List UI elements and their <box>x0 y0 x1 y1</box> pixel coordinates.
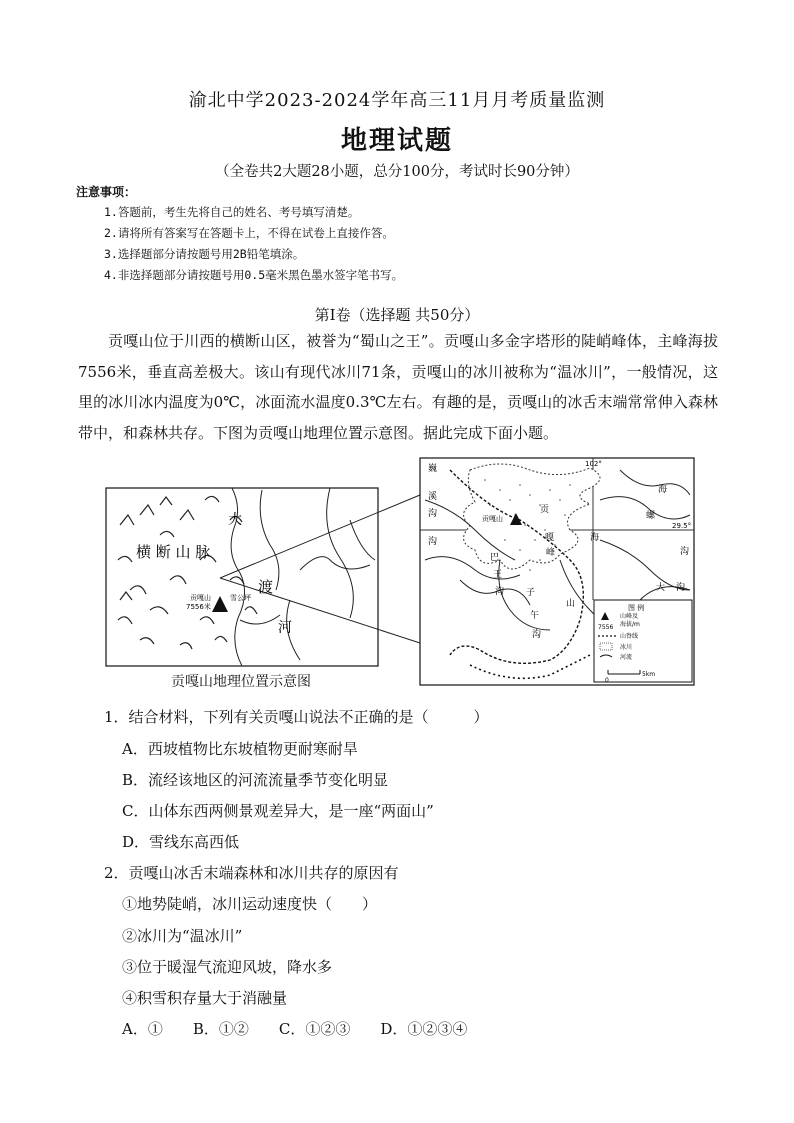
label-peak-name: 贡嘎山 <box>190 594 211 602</box>
question-1-option-a: A．西坡植物比东坡植物更耐寒耐旱 <box>122 740 358 758</box>
legend-river: 河流 <box>620 654 633 661</box>
legend-scale-zero: 0 <box>605 677 609 684</box>
left-map <box>106 488 378 666</box>
question-2-statement: ①地势陡峭，冰川运动速度快（ ） <box>122 895 378 913</box>
right-map <box>420 458 694 685</box>
river-label: 海 <box>590 533 600 543</box>
label-wang: 王 <box>493 570 503 580</box>
label-da-right: 大 <box>656 583 666 593</box>
label-shan: 山 <box>566 599 576 609</box>
school-title: 渝北中学2023-2024学年高三11月月考质量监测 <box>188 90 606 111</box>
figure-caption: 贡嘎山地理位置示意图 <box>171 674 311 690</box>
map-legend <box>594 600 692 684</box>
question-2-statement: ③位于暖湿气流迎风坡，降水多 <box>122 958 333 976</box>
legend-scale-km: 5km <box>642 671 656 678</box>
note-item: 4.非选择题部分请按题号用0.5毫米黑色墨水签字笔书写。 <box>104 268 404 282</box>
label-peak-name-right: 贡嘎山 <box>482 515 503 523</box>
label-lon: 102° <box>585 460 602 468</box>
note-item: 3.选择题部分请按题号用2B铅笔填涂。 <box>104 247 305 261</box>
question-1-option-b: B．流经该地区的河流流量季节变化明显 <box>122 771 389 789</box>
river-label: 巍 <box>428 464 438 474</box>
label-peak-elev: 7556米 <box>186 603 211 611</box>
label-zi: 子 <box>526 588 536 598</box>
label-small-place: 雪公坪 <box>230 594 251 602</box>
label-da: 大 <box>228 512 242 528</box>
label-he: 河 <box>278 620 292 636</box>
label-ga: 嘎 <box>545 533 555 543</box>
label-gong: 贡 <box>540 505 550 515</box>
question-2-statement: ④积雪积存量大于消融量 <box>122 989 288 1007</box>
question-2-stem: 2．贡嘎山冰舌末端森林和冰川共存的原因有 <box>104 864 399 882</box>
label-gou: 沟 <box>680 547 690 557</box>
label-zgou: 沟 <box>532 630 542 640</box>
legend-peak2: 海拔/m <box>620 621 640 628</box>
subject-title: 地理试题 <box>340 126 453 156</box>
label-lat: 29.5° <box>672 522 692 530</box>
label-gou2: 沟 <box>676 583 686 593</box>
river-label: 沟 <box>428 509 438 519</box>
label-wu: 午 <box>530 611 540 621</box>
legend-peak-value: 7556 <box>598 624 614 631</box>
label-luo: 螺 <box>646 511 656 521</box>
label-bgou: 沟 <box>495 587 505 597</box>
legend-title: 图 例 <box>628 604 645 612</box>
label-du: 渡 <box>258 578 274 596</box>
section-title: 第Ⅰ卷（选择题 共50分） <box>314 306 480 324</box>
label-ba: 巴 <box>490 553 500 563</box>
note-item: 2.请将所有答案写在答题卡上，不得在试卷上直接作答。 <box>104 226 394 240</box>
note-item: 1.答题前，考生先将自己的姓名、考号填写清楚。 <box>104 205 360 219</box>
river-label: 沟 <box>428 537 438 547</box>
label-hai: 海 <box>658 485 668 495</box>
legend-peak: 山峰及 <box>620 613 639 620</box>
exam-info: （全卷共2大题28小题，总分100分，考试时长90分钟） <box>215 164 579 180</box>
location-figure <box>0 450 794 695</box>
question-2-choices: A．① B．①② C．①②③ D．①②③④ <box>122 1020 468 1038</box>
label-feng: 峰 <box>546 548 556 558</box>
question-1-stem: 1．结合材料，下列有关贡嘎山说法不正确的是（ ） <box>104 708 489 726</box>
river-label: 溪 <box>428 492 438 502</box>
legend-glacier: 冰川 <box>620 644 633 651</box>
question-1-option-c: C．山体东西两侧景观差异大，是一座“两面山” <box>122 802 434 820</box>
notes-heading: 注意事项： <box>76 185 137 199</box>
question-1-option-d: D．雪线东高西低 <box>122 833 240 851</box>
legend-ridge: 山脊线 <box>620 633 639 640</box>
question-2-statement: ②冰川为“温冰川” <box>122 927 243 945</box>
label-range: 横 断 山 脉 <box>136 543 211 561</box>
passage: 贡嘎山位于川西的横断山区，被誉为“蜀山之王”。贡嘎山多金字塔形的陡峭峰体，主峰海拔7556米，垂直高差极大。该山有现代冰川71条，贡嘎山的冰川被称为“温冰川”，一般情况，这里的冰川冰内温度为0℃，冰面流水温度0.3℃左右。有趣的是，贡嘎山的冰舌末端常常伸入森林带中，和森林共存。下图为贡嘎山地理位置示意图。据此完成下面小题。 <box>78 332 718 442</box>
